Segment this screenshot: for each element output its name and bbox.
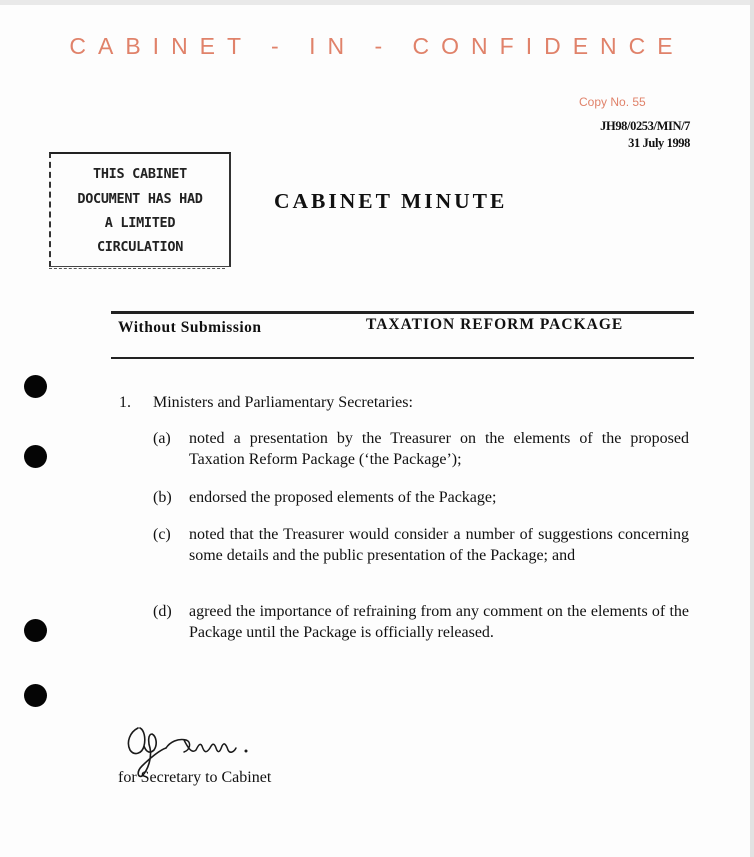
paragraph-number: 1. (119, 394, 131, 411)
reference-block (600, 118, 690, 152)
stamp-line: DOCUMENT HAS HAD (77, 191, 203, 207)
punch-hole (24, 684, 47, 707)
reference-number: JH98/0253/MIN/7 (600, 119, 690, 133)
item-letter: (c) (153, 526, 171, 543)
item-letter: (d) (153, 603, 172, 620)
signature-caption: for Secretary to Cabinet (118, 769, 272, 786)
classification-marking: CABINET - IN - CONFIDENCE (69, 33, 685, 59)
punch-hole (24, 375, 47, 398)
item-text: noted a presentation by the Treasurer on the elements of the proposed Taxation Reform Package (‘the Package’); (189, 430, 689, 468)
stamp-line: A LIMITED (104, 215, 176, 231)
document-title: CABINET MINUTE (274, 189, 508, 213)
stamp-line: THIS CABINET (93, 166, 187, 182)
punch-hole (24, 619, 47, 642)
submission-label: Without Submission (118, 319, 262, 336)
bottom-divider (111, 357, 694, 359)
scan-edge-right (750, 0, 754, 857)
top-divider (111, 311, 694, 314)
stamp-line: CIRCULATION (96, 239, 184, 255)
limited-circulation-stamp (49, 152, 231, 267)
item-text: agreed the importance of refraining from any comment on the elements of the Package until the Package is officially released. (189, 603, 689, 641)
document-date: 31 July 1998 (628, 136, 690, 150)
item-letter: (b) (153, 489, 172, 506)
copy-number: Copy No. 55 (579, 95, 646, 109)
item-text: endorsed the proposed elements of the Package; (189, 489, 497, 506)
subject-title: TAXATION REFORM PACKAGE (366, 316, 624, 333)
scan-edge-top (0, 0, 754, 5)
item-text: noted that the Treasurer would consider a number of suggestions concerning some details and the public presentation of the Package; and (189, 526, 689, 564)
punch-hole (24, 445, 47, 468)
item-letter: (a) (153, 430, 171, 447)
stamp-bottom-edge (49, 268, 225, 269)
paragraph-intro: Ministers and Parliamentary Secretaries: (153, 394, 413, 411)
